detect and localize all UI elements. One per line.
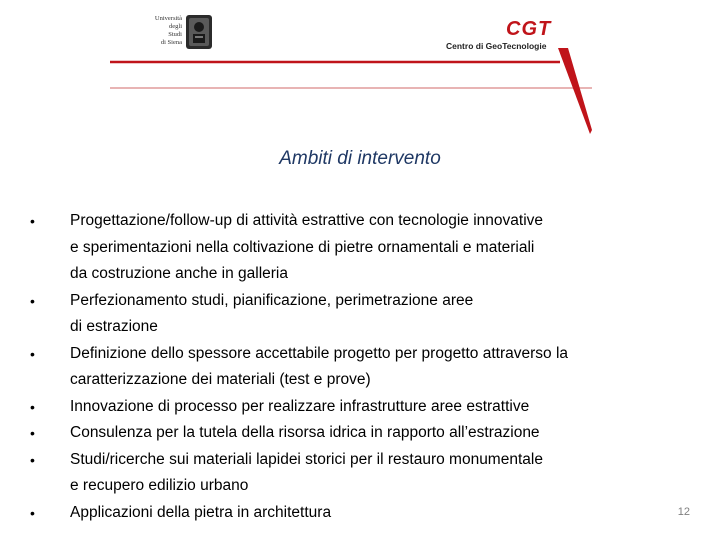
bullet-item [30,288,670,341]
page-number: 12 [677,506,690,518]
bullet-line: Progettazione/follow-up di attività estrattive con tecnologie innovative [70,212,544,229]
bullet-text [70,394,670,421]
bullet-line: di estrazione [70,318,158,335]
bullet-line: Consulenza per la tutela della risorsa idrica in rapporto all’estrazione [70,424,540,441]
bullet-dot-icon: • [30,398,35,415]
bullet-line: Innovazione di processo per realizzare infrastrutture aree estrattive [70,397,530,415]
university-line: di Siena [160,39,182,46]
bullet-item [30,447,670,500]
bullet-dot-icon: • [30,213,35,229]
bullet-list [30,208,670,526]
bullet-line: e sperimentazioni nella coltivazione di pietre ornamentali e materiali [70,238,535,256]
bullet-dot-icon: • [30,292,35,309]
cgt-logo [440,14,570,58]
bullet-dot-icon: • [30,425,35,441]
bullet-dot-icon: • [30,451,35,468]
bullet-line: Perfezionamento studi, pianificazione, perimetrazione aree [70,291,474,309]
bullet-item [30,394,670,421]
bullet-dot-icon: • [30,345,35,362]
bullet-text [70,420,670,447]
bullet-item [30,420,670,447]
university-line: Studi [168,31,182,38]
cgt-subtitle-suffix: Tecnologie [502,41,547,51]
cgt-subtitle-prefix: Centro di Geo [446,41,503,51]
university-line: Università [154,15,182,22]
bullet-line: Definizione dello spessore accettabile progetto per progetto attraverso la [70,344,569,362]
university-line: degli [169,23,182,30]
cgt-logo-mark: CGT [506,18,552,40]
bullet-item [30,500,670,527]
bullet-text [70,341,670,394]
bullet-item [30,208,670,288]
bullet-line: Applicazioni della pietra in architettura [70,503,332,521]
university-seal-icon [185,14,213,50]
bullet-dot-icon: • [30,504,35,521]
university-logo [140,14,220,54]
header-rules [0,0,720,140]
cgt-logo-subtitle [446,41,546,51]
bullet-line: da costruzione anche in galleria [70,265,288,282]
bullet-item [30,341,670,394]
bullet-line: e recupero edilizio urbano [70,477,249,494]
bullet-text [70,500,670,527]
bullet-text [70,447,670,500]
bullet-text [70,208,670,288]
header-red-diagonal [558,48,592,134]
bullet-text [70,288,670,341]
university-name [140,15,182,47]
slide-title: Ambiti di intervento [279,148,441,169]
bullet-line: caratterizzazione dei materiali (test e prove) [70,371,371,388]
bullet-line: Studi/ricerche sui materiali lapidei storici per il restauro monumentale [70,450,543,468]
